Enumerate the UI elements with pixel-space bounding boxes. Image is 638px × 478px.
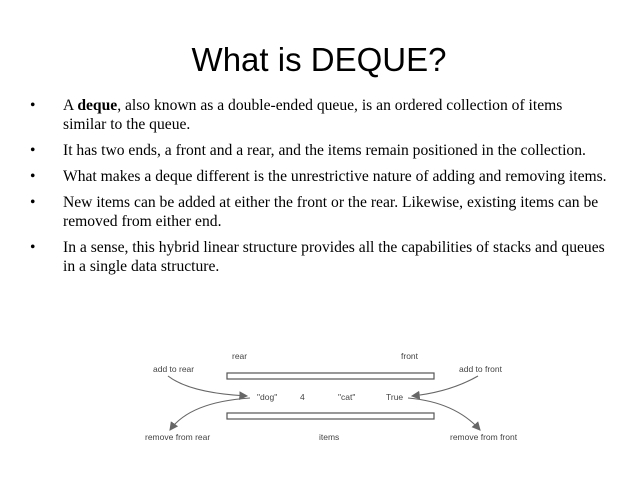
bullet-text: New items can be added at either the front or the rear. Likewise, existing items can be removed from either end. <box>63 194 599 230</box>
label-remove-rear: remove from rear <box>145 432 211 442</box>
bullet-marker: • <box>30 239 36 256</box>
label-add-rear: add to rear <box>153 364 195 374</box>
deque-top-bar <box>227 373 434 379</box>
label-rear: rear <box>232 351 248 361</box>
bullet-marker: • <box>30 142 36 159</box>
bullet-text: In a sense, this hybrid linear structure provides all the capabilities of stacks and queues in a single data structure. <box>63 239 605 275</box>
bullet-text-pre: A <box>63 97 78 114</box>
deque-item: "cat" <box>338 392 356 402</box>
bullet-text: What makes a deque different is the unrestrictive nature of adding and removing items. <box>63 168 607 185</box>
bullet-marker: • <box>30 194 36 211</box>
slide-title: What is DEQUE? <box>191 41 447 78</box>
bullet-text-bold: deque <box>77 97 118 114</box>
bullet-text: It has two ends, a front and a rear, and the items remain positioned in the collection. <box>63 142 586 159</box>
label-remove-front: remove from front <box>450 432 518 442</box>
bullet-text-post: , also known as a double-ended queue, is an ordered collection of items similar to the queue. <box>63 97 563 133</box>
label-front: front <box>401 351 419 361</box>
deque-item: "dog" <box>257 392 278 402</box>
label-items: items <box>319 432 340 442</box>
bullet-marker: • <box>30 168 36 185</box>
deque-bottom-bar <box>227 413 434 419</box>
bullet-marker: • <box>30 97 36 114</box>
deque-item: 4 <box>300 392 305 402</box>
label-add-front: add to front <box>459 364 503 374</box>
deque-item: True <box>386 392 404 402</box>
